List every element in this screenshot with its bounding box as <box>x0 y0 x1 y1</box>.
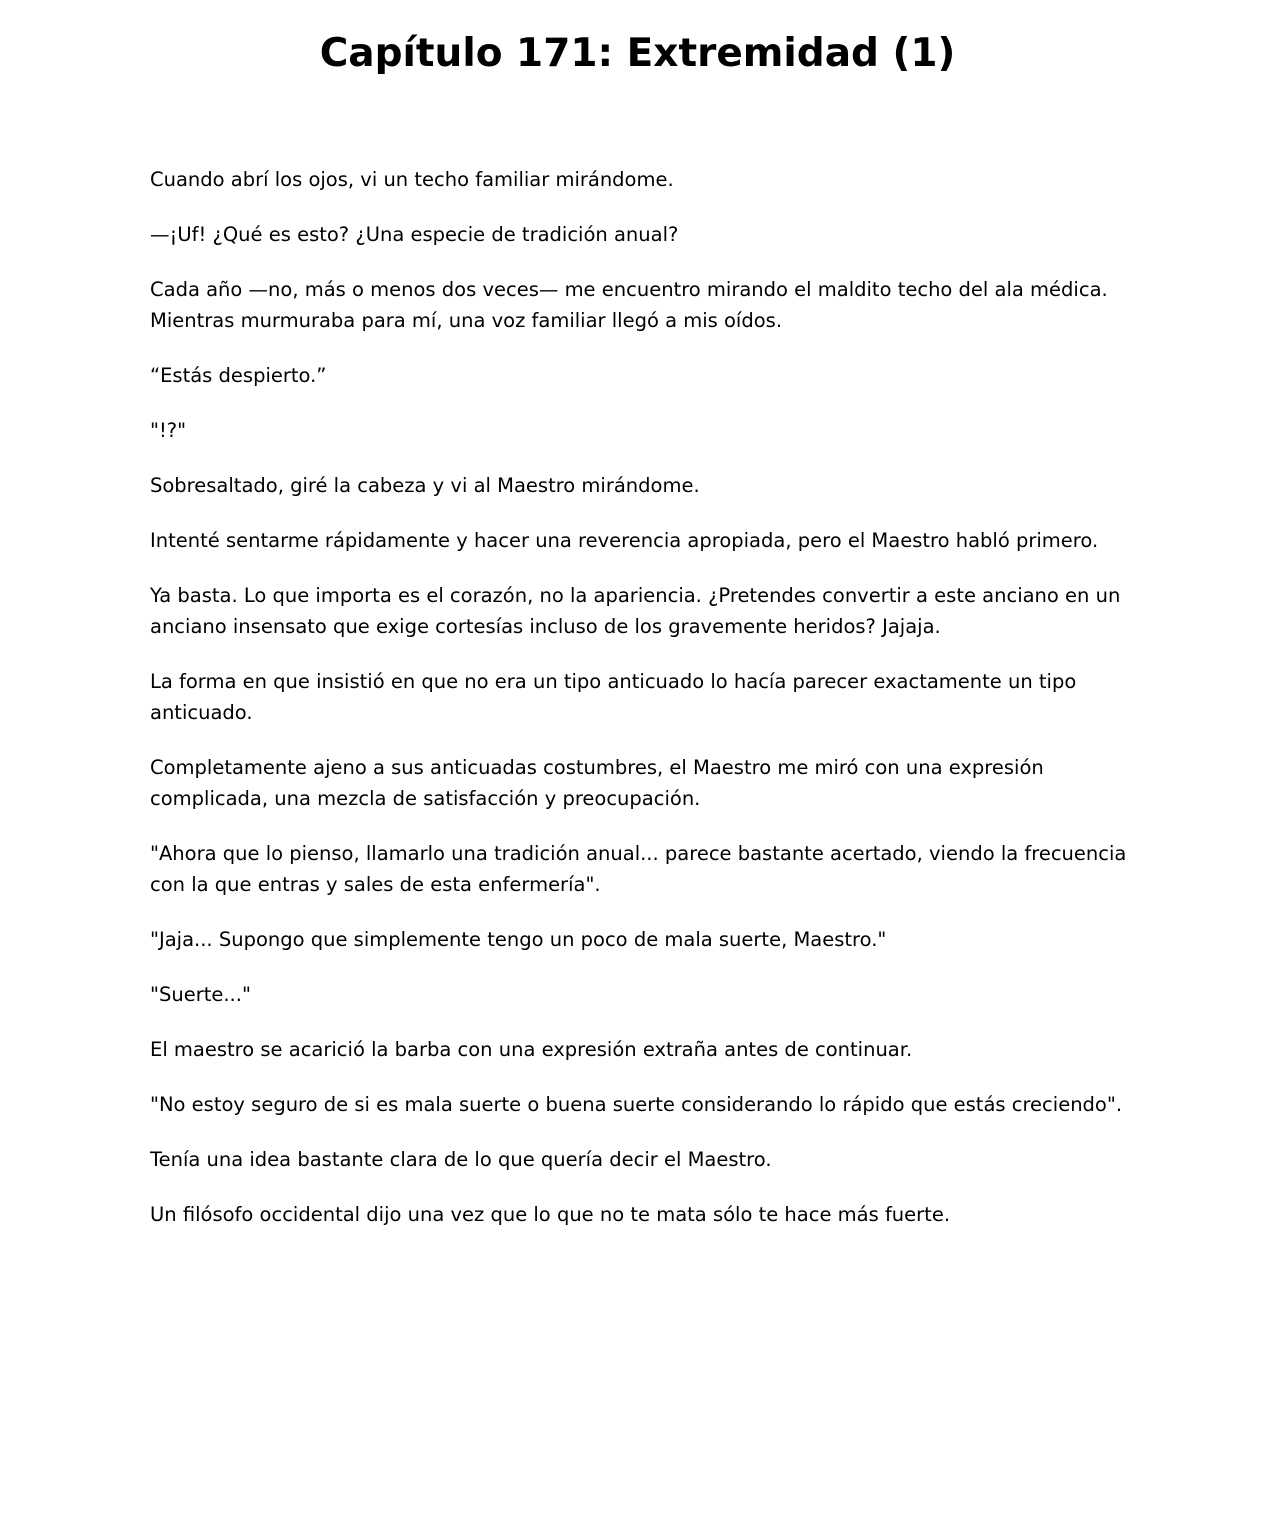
paragraph: "!?" <box>150 419 187 442</box>
chapter-body <box>150 164 1140 1254</box>
paragraph: "Ahora que lo pienso, llamarlo una tradición anual... parece bastante acertado, viendo la frecuencia con la que entras y sales de esta enfermería". <box>150 842 1127 896</box>
paragraph: "Jaja... Supongo que simplemente tengo un poco de mala suerte, Maestro." <box>150 928 887 951</box>
paragraph: Cada año —no, más o menos dos veces— me encuentro mirando el maldito techo del ala médica. Mientras murmuraba para mí, una voz familiar llegó a mis oídos. <box>150 278 1108 332</box>
paragraph: “Estás despierto.” <box>150 364 327 387</box>
chapter-title: Capítulo 171: Extremidad (1) <box>319 31 956 76</box>
paragraph: Un filósofo occidental dijo una vez que lo que no te mata sólo te hace más fuerte. <box>150 1203 951 1226</box>
paragraph: Completamente ajeno a sus anticuadas costumbres, el Maestro me miró con una expresión complicada, una mezcla de satisfacción y preocupación. <box>150 756 1044 810</box>
paragraph: Ya basta. Lo que importa es el corazón, no la apariencia. ¿Pretendes convertir a este anciano en un anciano insensato que exige cortesías incluso de los gravemente heridos? Jajaja. <box>150 584 1121 638</box>
paragraph: Cuando abrí los ojos, vi un techo familiar mirándome. <box>150 168 674 191</box>
paragraph: "Suerte..." <box>150 983 251 1006</box>
paragraph: "No estoy seguro de si es mala suerte o buena suerte considerando lo rápido que estás creciendo". <box>150 1093 1123 1116</box>
paragraph: El maestro se acarició la barba con una expresión extraña antes de continuar. <box>150 1038 913 1061</box>
paragraph: Tenía una idea bastante clara de lo que quería decir el Maestro. <box>150 1148 772 1171</box>
paragraph: —¡Uf! ¿Qué es esto? ¿Una especie de tradición anual? <box>150 223 679 246</box>
paragraph: Intenté sentarme rápidamente y hacer una reverencia apropiada, pero el Maestro habló primero. <box>150 529 1099 552</box>
paragraph: La forma en que insistió en que no era un tipo anticuado lo hacía parecer exactamente un tipo anticuado. <box>150 670 1077 724</box>
paragraph: Sobresaltado, giré la cabeza y vi al Maestro mirándome. <box>150 474 700 497</box>
